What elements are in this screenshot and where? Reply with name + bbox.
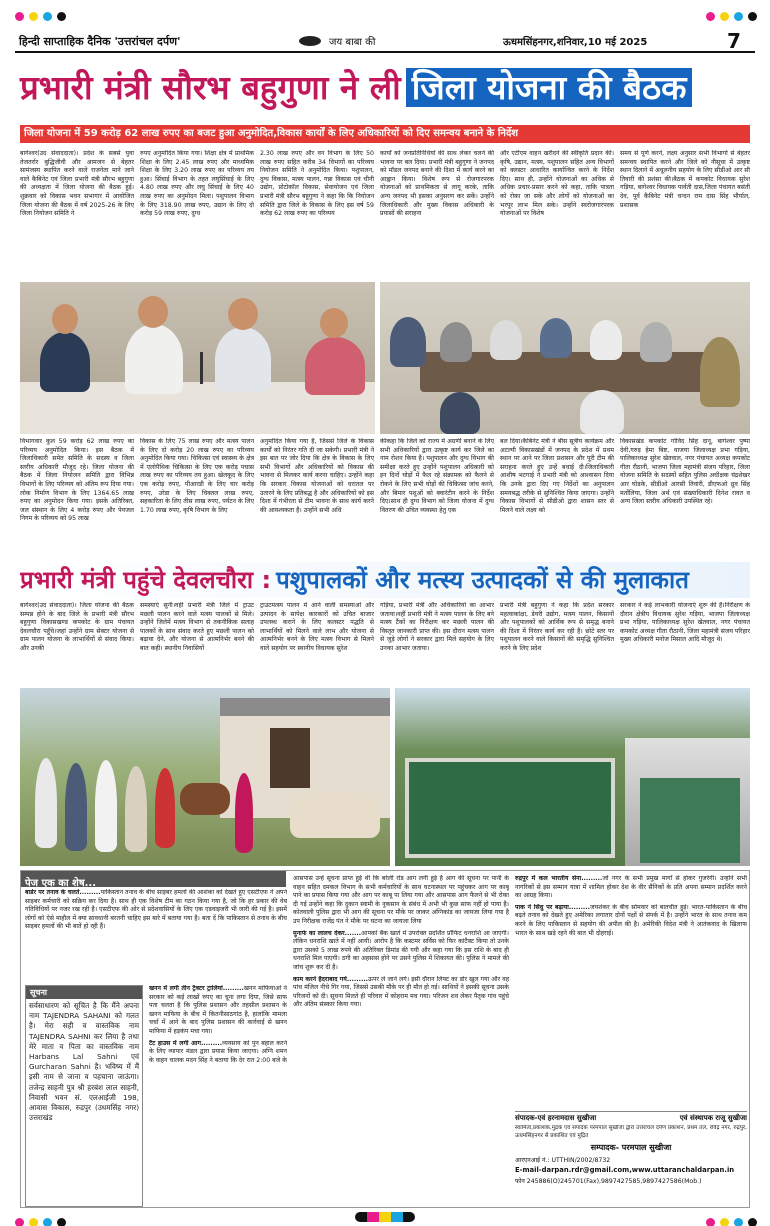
story1-subheadline-bar (20, 125, 750, 143)
continued-col1 (25, 889, 287, 985)
story1-headline-part1: प्रभारी मंत्री सौरभ बहुगुणा ने ली (20, 68, 401, 107)
story1-bottom-col-1: विभागवार कुल 59 करोड़ 62 लाख रुपए का परिव्यय अनुमोदित किया। इस बैठक में जिलाधिकारी समेत समिति के सदस्य व जिला स्तरीय अधिकारी मौजूद रहे। जिला योजना की बैठक में जिला नियोजन समिति द्वारा विभिन्न विभागों के लिए परिव्यय को अंतिम रूप दिया गया। लोक निर्माण विभाग के लिए 1364.65 लाख रुपए का अनुमोदन किया गया। इसके अतिरिक्त, जल संस्थान के लिए 4 करोड़ रुपए और पेयजल निगम के परिव्यय को 95 लाख (20, 438, 134, 523)
fish-tank-water (405, 758, 615, 858)
continued-col3-text2: जयशंकर के बीच सोमवार को बातचीत हुई। भारत-पाकिस्तान के बीच बढ़ते तनाव को देखते हुए अमेरिका लगातार दोनों पक्षों से संपर्क में है। उन्होंने भारत के साथ तनाव कम करने के लिए पाकिस्तान से सहयोग की अपील की है। अमेरिकी विदेश मंत्री ने आतंकवाद के खिलाफ भारत के साथ खड़े रहने की बात भी दोहराई। (515, 903, 747, 937)
continued-col3-heading2: पाक ने सिंधु पर बढ़ाया......... (515, 903, 590, 911)
story1-bottom-col-4: कीकहा कि जिले को राज्य में अग्रणी बनाने के लिए सभी अधिकारियों द्वारा उत्कृष्ट कार्य कर जिले का नाम रोशन किया है। पशुपालन और दुग्ध विभाग की समीक्षा करते हुए उन्होंने पशुपालन अधिकारी को इन दिनों घोड़ों में फैल रहे संक्रामक को फैलने से रोकने के लिए सभी घोड़ों की चिकित्सा जांच करने, और बिमार पशुओं को क्वारंटीन करने के निर्देश दिए।साथ ही दुग्ध विभाग को जिला योजना में दुग्ध वितरण की उचित व्यवस्था हेतु एक (380, 438, 494, 514)
place-date: ऊधमसिंहनगर,शनिवार,10 मई 2025 (503, 37, 648, 48)
imprint-phone: फोन 245886(O)245701(Fax),9897427585,9897427586(Mob.) (515, 1178, 702, 1186)
continued-col1b-text: खनन माफियाओं ने सरकार को कई लाखों रुपए का चूना लगा दिया, जिसे साफ पता चलता है कि पुलिस प्रशासन और तहसील प्रशासन के खनन माफिया के बीच में कितनीसाठगांठ है, हालांकि मामला चर्चा में आने के बाद पुलिस प्रशासन की कार्रवाई से खनन माफिया में हड़कंप मचा गया। (149, 985, 287, 1035)
imprint-regd: आरएनआई नं.: UTTHIN/2002/8732 (515, 1157, 611, 1165)
color-registration-dots-bottom-right (706, 1212, 762, 1226)
notice-text: सर्वसाधारण को सूचित है कि मैंने अपना नाम TAJENDRA SAHANI को गलत है। मेरा सही व वास्तविक नाम TAJENDRA SAHNI कर लिया है तथा मेरे माता व पिता का वास्तविक नाम Harbans Lal Sahni एवं Gurcharan Sahni है। भविष्य में मैं इसी नाम से जाना व पहचाना जाऊंगा। तजेन्द्र साहनी पुत्र श्री हरबंश लाल साहनी, निवासी भवन सं. एलआईजी 198, आवास विकास, रुद्रपुर (उधमसिंह नगर) उत्तराखंड (29, 1001, 139, 1123)
story1-headline-part2: जिला योजना की बैठक (406, 68, 693, 107)
continued-box (20, 870, 750, 1208)
story1-bottom-col-5: बल दिया।कैबिनेट मंत्री ने बीस सूत्रीय कार्यक्रम और अटल्यी विकासखंडों में जनपद के प्रदेश में प्रथम स्थान पर आने पर जिला प्रशासन और पूरी टीम की सराहना करते हुए उन्हें बधाई दी।जिलाधिकारी आशीष भटगाई ने प्रभारी मंत्री को आश्वासन दिया कि उनके द्वारा दिए गए निर्देशों का अनुपालन समयबद्ध तरीके से सुनिश्चित किया जाएगा। उन्होंने विकास विभागों से सीडीओ द्वारा शासन स्तर से मिलने वाले लक्ष्य को (500, 438, 614, 514)
continued-col1-heading: बार्डर पर तनाव के चलते......... (25, 889, 101, 896)
meeting-photo-dais (20, 282, 375, 434)
story1-headline (20, 64, 750, 116)
center-text: जय बाबा की (329, 37, 376, 48)
story2-col-5: प्रभारी मंत्री बहुगुणा ने कहा कि प्रदेश सरकार महत्वाकांक्षा, डेयरी उद्योग, मत्स्य पालन, किसानों और पशुपालकों को आर्थिक रूप से समृद्ध बनाने की दिशा में निरंतर कार्य कर रही है। छोटे स्तर पर पशुपालन करने वाले किसानों की समृद्धि सुनिश्चित करने के लिए प्रदेश (500, 602, 614, 652)
continued-col2-text2: ऊपर ले जाने लगे। इसी दौरान लिफ्ट का डोर खुल गया और वह पांच मंजिल नीचे गिर गया, जिससे उसकी मौके पर ही मौत हो गई। साथियों ने इसकी सूचना उसके परिजनों को दी। सूचना मिलते ही परिवार में कोहराम मच गया। परिजन शव लेकर पैतृक गांव पहुंचे और अंतिम संस्कार किया गया। (293, 975, 509, 1009)
continued-col2-heading1: मुनाफे का लालच देकर....... (293, 929, 362, 937)
continued-col2-text: आसपास उन्हें सूचना प्राप्त हुई थी कि बरेली रोड आग लगी हुई है आग की सूचना पर पानी के वाहन सहित दमकल विभाग के सभी कर्मचारियों के साथ घटनास्थल पर पहुंचकर आग पर काबू पाने का प्रयास किया गया और आग पर काबू पा लिया गया और आसपास आग फैलने से भी रोका दी गई उन्होंने कहा कि दुकान स्वामी के नुकसान के संबंध में अभी भी कुछ साफ नहीं हो पाया है। कोतवाली पुलिस द्वारा भी आग की सूचना पर मौके पर जाकर अग्निकांड का जायजा लिया गया है उप निरीक्षक राजेंद्र पंत ने मौके पर घटना का जायजा लिया (293, 875, 509, 925)
story2-headline (20, 562, 750, 598)
continued-col2 (293, 875, 509, 1205)
continued-col1b-heading: खनन में लगी तीन ट्रैक्टर ट्रालियां......... (149, 985, 244, 992)
village-photo-cow (20, 688, 390, 866)
imprint-editor: सम्पादक- परमपाल सुखीजा (590, 1143, 672, 1153)
imprint-line1: संपादक-एवं हरनामदास सुखीजा (515, 1114, 597, 1122)
story2-col-2: समस्याएं सुनी।वहीं प्रभारी मंत्री जिले में ट्राउट मछली पालन करने वाले मत्स्य पालकों से मिले।उन्होंने जिलेमें मत्स्य विभाग से तकनीकिक सलाह पालकों के साथ संवाद करते हुए मछली पालन को बढ़ावा देने, और योजना से आत्मनिर्भर बनने की बात कही। स्थानीय निवासियों (140, 602, 254, 652)
fish-tank-water-2 (640, 778, 740, 863)
story2-col-1: बागेश्वर(उद संवाददाता)। जिला योजना की बैठक सम्पन्न होने के बाद जिले के प्रभारी मंत्री सौरभ बहुगुणा विकासखण्ड कपकोट के ग्राम पंचायत देवलचौरा पहुँचे।जहां उन्होंने ग्राम सेक्टर योजना से ग्राम पालन योजना के लाभार्थियों से संवाद किया।और उनकी (20, 602, 134, 652)
imprint-line2: एवं संस्थापक राजू सुखीजा (679, 1114, 747, 1122)
color-registration-dots-top-left (15, 6, 71, 25)
imprint-email: E-mail-darpan.rdr@gmail.com,www.uttaranchaldarpan.in (515, 1166, 735, 1175)
imprint-line3: स्वामित्व,प्रकाशक,मुद्रक एवं संपादक परमपाल सुखीजा द्वारा उत्तरांचल दर्पण प्रकाशन, प्रथम तल, रविंद्र नगर, रुद्रपुर, ऊधमसिंहनगर से प्रकाशित एवं मुद्रित (515, 1125, 747, 1139)
color-registration-dots-bottom-left (15, 1212, 71, 1226)
continued-col3-heading: रुद्रपुर में कल भारतीय सेना......... (515, 875, 603, 882)
continued-col1b (149, 985, 287, 1207)
masthead-bar (15, 31, 755, 53)
hut-door (270, 728, 310, 788)
cow (290, 793, 380, 838)
story1-subheadline: जिला योजना में 59 करोड़ 62 लाख रुपए का बजट हुआ अनुमोदित,विकास कार्यों के लिए अधिकारियों को दिए समन्वय बनाने के निर्देश (24, 128, 519, 139)
story1-bottom-col-3: अनुमोदित किया गया है, जिससे जिले के विकास कार्यों को निरंतर गति दी जा सकेगी। प्रभारी मंत्री ने इस बात पर जोर दिया कि क्षेत्र के विकास के लिए सभी विभागों और अधिकारियों को विकास की भावना से मिलकर कार्य करना चाहिए। उन्होंने कहा कि सरकार विकास योजनाओं को धरातल पर उतारने के लिए प्रतिबद्ध है और अधिकारियों को इस दिशा में गंभीरता से टीम भावना के साथ कार्य करने की आवश्यकता है। उन्होंने सभी अधि (260, 438, 374, 514)
story1-bottom-col-2: विकास के लिए 75 लाख रुपए और मत्स्य पालन के लिए दो करोड़ 20 लाख रुपए का परिव्यय अनुमोदित किया गया। चिकित्सा एवं स्वास्थ्य के क्षेत्र में एलोपैथिक चिकित्सा के लिए एक करोड़ पचास लाख रुपए का परिव्यय तय हुआ। खेलकूद के लिए एक करोड़ रुपए, पीआरडी के लिए चार करोड़ रुपए, उरेडा के लिए चिक्तल लाख रुपए, सहकारिता के लिए तीस लाख रुपए, पर्यटन के लिए 1.70 लाख रुपए, कृषि विभाग के लिए (140, 438, 254, 514)
story2-col-3: ट्राउटमत्स्य पालन में आने वाली समस्याओं और उत्पादन के सापेक्ष कारकारों को उचित बाजार उपलब्ध कराने के लिए कलस्टर पद्धति से लाभार्थियों को मिलने वाले लाभ और योजना से आत्मनिर्भर बनने के लिए मत्स्य विभाग से मिलने वाले सहयोग पर स्थानीय विधायक सुरेश (260, 602, 374, 652)
story1-top-col-4: कार्यों को जनप्रतिनिधियों की साथ लेकर चलने की भावना पर बल दिया। प्रभारी मंत्री बहुगुणा ने जनपद को मॉडल जनपद बनाने की दिशा में कार्य करने का आह्वान किया। विशेष रूप से रोजगारपरक योजनाओं को प्राथमिकता से लागू करके, ताकि अन्य जनपद भी इसका अनुसरण कर सकें। उन्होंने जिलाधिकारी और मुख्य विकास अधिकारी के प्रयासों की सराहना (380, 150, 494, 218)
story1-top-col-3: 2.30 लाख रुपए और वन विभाग के लिए 50 लाख रुपए सहित करीब 34 विभागों का परिव्यय नियोजन समिति ने अनुमोदित किया। पशुपालन, दुग्ध विकास, मत्स्य पालन, गन्ना विकास एवं चीनी उद्योग, प्रोटोकॉल विकास, सेवायोजन एवं जिला प्रभारी मंत्री सौरभ बहुगुणा ने कहा कि कि नियोजन समिति द्वारा जिले के विकास के लिए इस वर्ष 59 करोड़ 62 लाख रुपए का परिव्यय (260, 150, 374, 218)
oval-emblem-icon (299, 36, 321, 46)
microphone-icon (200, 352, 203, 384)
story1-bottom-col-6: विकासखंड कपकोट गोविंद सिंह दानू, बागेश्वर पुष्पा देवी,गरुड़ हेमा बिष्ट, धाजया जिलाध्यक्ष प्रभा गड़िया, पालिकाध्यक्ष सुरेश खेतवाल, नगर पंचायत अध्यक्ष कपकोट गीता रौठानी, भाजपा जिला महामंत्री संजय परिहार, जिला योजना समिति के सदस्यों सहित पुलिस अधीक्षक चंद्रशेखर आर घोडके, सीडीओ आरसी तिवारी, डीएफओ ध्रुव सिंह मर्तोलिया, जिला अर्थ एवं संख्याधिकारी दिनेश रावत व अन्य जिला स्तरीय अधिकारी उपस्थित रहे। (620, 438, 750, 506)
story2-headline-blue: पशुपालकों और मत्स्य उत्पादकों से की मुलाकात (276, 566, 689, 594)
continued-title-bar (21, 871, 286, 887)
continued-col1-text: पाकिस्तान तनाव के बीच साइबर हमलों की आशंका को देखते हुए एसटीएफ ने अपने साइबर कर्मचारी को सक्रिय कर दिया है। साथ ही एक विशेष टीम का गठन किया गया है, जो कि हर प्रकार की वेब गतिविधियों पर नजर रख रही है। एसटीएफ की ओर से प्रदेशवासियों के लिए एक एडवाइजरी भी जारी की गई है। इसमें लोगों को ऐसे माहौल में क्या सावधानी बरतनी चाहिए इस बारे में बताया गया है। बता दें कि पाकिस्तान से तनाव के बीच साइबर हमलों की भी बातें हो रही हैं। (25, 889, 287, 931)
fish-pond-photo (395, 688, 750, 866)
continued-col3-text: जो नगर के सभी प्रमुख मार्गों से होकर गुजरेगी। उन्होंने सभी नागरिकों से इस सम्मान यात्रा में शामिल होकर देश के वीर सैनिकों के प्रति अपना सम्मान प्रदर्शित करने का आग्रह किया। (515, 875, 747, 900)
notice-box (25, 985, 143, 1207)
notice-title: सूचना (26, 986, 142, 999)
continued-title: पेज एक का शेष... (25, 878, 97, 889)
story1-top-col-2: रुपए अनुमोदित किया गया। शिक्षा क्षेत्र में प्राथमिक शिक्षा के लिए 2.45 लाख रुपए और माध्यमिक शिक्षा के लिए 3.20 लाख रुपए का परिव्यय तय हुआ। सिंचाई विभाग के तहत लघुसिंचाई के लिए 4.80 लाख रुपए और लघु सिंचाई के लिए 40 लाख रुपए का अनुमोदन मिला। पशुपालन विभाग के लिए 318.90 लाख रुपए, उद्यान के लिए दो करोड़ 59 लाख रुपए, दुग्ध (140, 150, 254, 218)
story1-top-col-6: समय से पूर्ण करने, लक्ष्य अनुसार सभी विभागों से बेहतर समन्वय स्थापित करने और जिले को नीसूचा में उत्कृष्ट स्थान दिलाने में अधूलनीय सहयोग के लिए सीडीओ आर सी तिवारी की प्रशंसा की।बैठक में कपकोट विधायक सुरेश गड़िया, बागेश्वर विधायक पार्वती दास,जिला पंचायत बसंती देव, पूर्व कैबिनेट मंत्री चन्दन राम दास सिंह भौर्याल, प्रशासक (620, 150, 750, 209)
story2-headline-red: प्रभारी मंत्री पहुंचे देवलचौरा : (20, 566, 272, 594)
continued-col1c-heading: टैंट हाउस में लगी आग......... (149, 1039, 223, 1047)
meeting-photo-hall (380, 282, 750, 434)
continued-col2-text1: आपको बैंक खाते में उपरोक्त प्रदर्शित प्रॉफिट धनराशि आ जाएगी। लेकिन धनराशि खाते में नहीं आयी। आरोप है कि कस्टमर सर्विस को फिर कांटैक्ट किया तो उनके द्वारा उसको 5 लाख रुपये की अतिरिक्त डिमांड की गयी और कहा गया कि इस राशि के बाद ही धनराशि मिल पाएगी। ठगी का अहसास होने पर उसने पुलिस में शिकायत की। पुलिस ने मामले की जांच शुरू कर दी है। (293, 929, 509, 971)
continued-col1c-text: व्यवसाय को पुन बहाल करने के लिए व्यापार मंडल द्वारा प्रयास किया जाएगा। अग्नि शमन के वाहन चालक मदन सिंह ने बताया कि देर रात 2:00 बजे के (149, 1039, 287, 1064)
color-registration-dots-top-right (706, 6, 762, 25)
story1-top-col-1: बागेश्वर(उद संवाददाता)। प्रदेश के सबसे युवा तेजतर्रार बुद्धिजीवी और आमजन से बेहतर सामंजस्य स्थापित करने वाले राजनेता माने जाने वाले कैबिनेट एवं जिला प्रभारी मंत्री सौरभ बहुगुणा की अध्यक्षता में जिला योजना की बैठक हुई।शुक्रवार को विकास भवन सभागार में आयोजित जिला योजना की बैठक में वर्ष 2025-26 के लिए जिला नियोजन समिति ने (20, 150, 134, 218)
continued-col2-heading2: काम करने हैदराबाद गये......... (293, 975, 369, 983)
registration-mark-icon (355, 1212, 415, 1222)
page-number: 7 (727, 29, 741, 53)
story2-col-6: सरकार ने कई लाभकारी योजनाएं शुरू की हैं।निरीक्षण के दौरान क्षेत्रीय विधायक सुरेश गड़िया, भाजपा जिलाध्यक्ष प्रभा गड़िया, पालिकाध्यक्ष सुरेश खेतवाल, नगर पंचायत कपकोट अध्यक्ष गीता रौठानी, जिला महामंत्री संजय परिहार मुख्य अधिकारी मनोज मिसाल आदि मौजूद थे। (620, 602, 750, 644)
imprint-box (515, 1111, 747, 1205)
continued-col3 (515, 875, 747, 1107)
story2-col-4: गड़िया, प्रभारी मंत्री और अधिकारियों का आभार जताया।वहीं प्रभारी मंत्री ने मत्स्य पालन के लिए बने मत्स्य टैंकों का निरीक्षण कर मछली पालन की विस्तृत जानकारी प्राप्त की। इस दौरान मत्स्य पालन से जुड़े लोगों ने सरकार द्वारा मिले सहयोग के लिए उनका आभार जताया। (380, 602, 494, 652)
paper-name: हिन्दी साप्ताहिक दैनिक 'उत्तरांचल दर्पण' (19, 35, 181, 48)
brown-cow (180, 783, 230, 815)
story1-top-col-5: और एटीएम वाहन खरीदने की स्वीकृति प्रदान की। कृषि, उद्यान, मत्स्य, पशुपालन सहित अन्य विभागों को क्लस्टर आधारित कार्यान्वित करने के निर्देश दिए। साथ ही, उन्होंने योजनाओं का अधिक से अधिक प्रचार-प्रसार करने को कहा, ताकि पात्रता को रोका जा सके और लोगों को योजनाओं का भरपूर लाभ मिल सके। उन्होंने स्वरोजगारपरक योजनाओं पर विशेष (500, 150, 614, 218)
